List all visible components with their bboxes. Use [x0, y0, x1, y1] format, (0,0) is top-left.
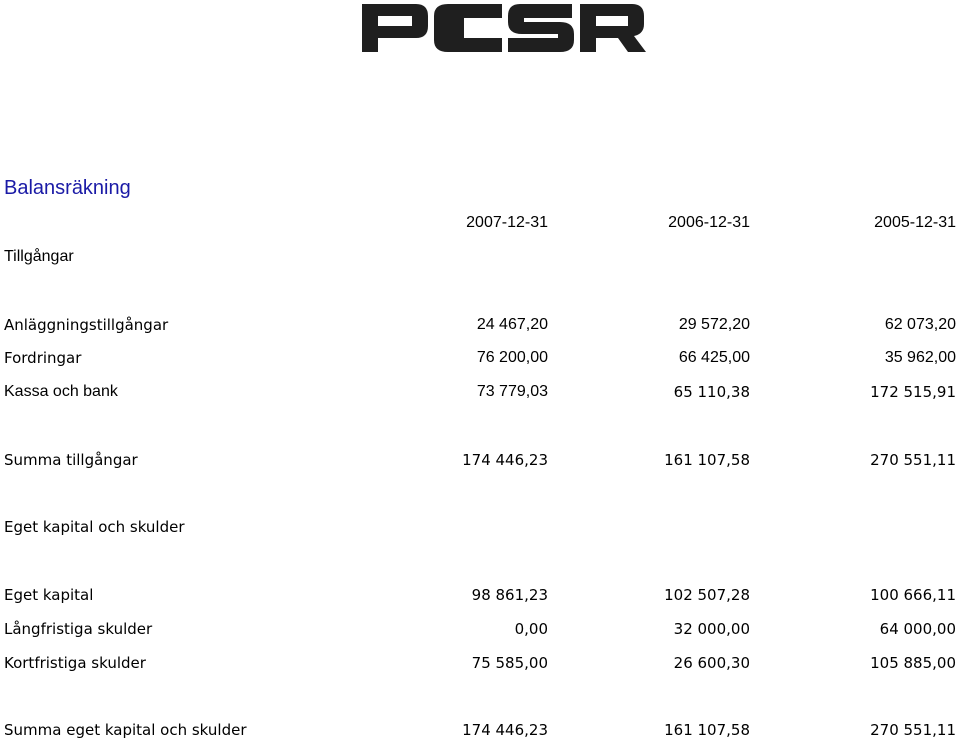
row-value-2006: 102 507,28 — [664, 586, 750, 604]
row-value-2005: 270 551,11 — [870, 451, 956, 469]
row-label: Kortfristiga skulder — [4, 654, 146, 672]
table-row — [0, 347, 960, 369]
table-row — [0, 314, 960, 336]
row-value-2005: 62 073,20 — [884, 316, 956, 333]
row-label: Summa tillgångar — [4, 451, 138, 469]
row-value-2005: 35 962,00 — [884, 349, 956, 366]
column-header-2006: 2006-12-31 — [668, 214, 750, 231]
row-value-2007: 98 861,23 — [471, 586, 548, 604]
row-value-2006: 32 000,00 — [673, 620, 750, 638]
row-value-2007: 75 585,00 — [471, 654, 548, 672]
row-value-2005: 172 515,91 — [870, 383, 956, 401]
row-value-2006: 161 107,58 — [664, 721, 750, 739]
column-header-2007: 2007-12-31 — [466, 214, 548, 231]
table-row — [0, 381, 960, 403]
row-label: Kassa och bank — [4, 383, 118, 400]
row-value-2007: 0,00 — [514, 620, 548, 638]
row-value-2007: 24 467,20 — [476, 316, 548, 333]
liabilities-heading-row — [0, 516, 960, 538]
row-value-2007: 174 446,23 — [462, 451, 548, 469]
row-value-2005: 64 000,00 — [879, 620, 956, 638]
document-title: Balansräkning — [4, 177, 131, 199]
row-label: Fordringar — [4, 349, 82, 367]
logo-letter-c — [434, 4, 502, 52]
row-value-2005: 270 551,11 — [870, 721, 956, 739]
liabilities-total-row — [0, 719, 960, 741]
row-label: Långfristiga skulder — [4, 620, 153, 638]
row-value-2007: 73 779,03 — [476, 383, 548, 400]
assets-heading: Tillgångar — [4, 248, 74, 265]
table-row — [0, 584, 960, 606]
row-label: Summa eget kapital och skulder — [4, 721, 247, 739]
row-value-2006: 66 425,00 — [678, 349, 750, 366]
row-value-2006: 26 600,30 — [673, 654, 750, 672]
row-value-2006: 65 110,38 — [673, 383, 750, 401]
column-header-2005: 2005-12-31 — [874, 214, 956, 231]
row-label: Anläggningstillgångar — [4, 316, 169, 334]
table-row — [0, 618, 960, 640]
logo-letter-r — [580, 4, 646, 52]
assets-heading-row — [0, 246, 960, 268]
row-value-2005: 100 666,11 — [870, 586, 956, 604]
row-value-2005: 105 885,00 — [870, 654, 956, 672]
table-row — [0, 652, 960, 674]
logo-letter-s — [508, 4, 574, 52]
liabilities-heading: Eget kapital och skulder — [4, 518, 185, 536]
row-value-2006: 29 572,20 — [678, 316, 750, 333]
row-value-2007: 174 446,23 — [462, 721, 548, 739]
column-header-row — [0, 212, 960, 234]
row-value-2007: 76 200,00 — [476, 349, 548, 366]
logo-letter-p — [362, 4, 428, 52]
pcsr-logo — [362, 0, 646, 54]
assets-total-row — [0, 449, 960, 471]
row-label: Eget kapital — [4, 586, 94, 604]
row-value-2006: 161 107,58 — [664, 451, 750, 469]
